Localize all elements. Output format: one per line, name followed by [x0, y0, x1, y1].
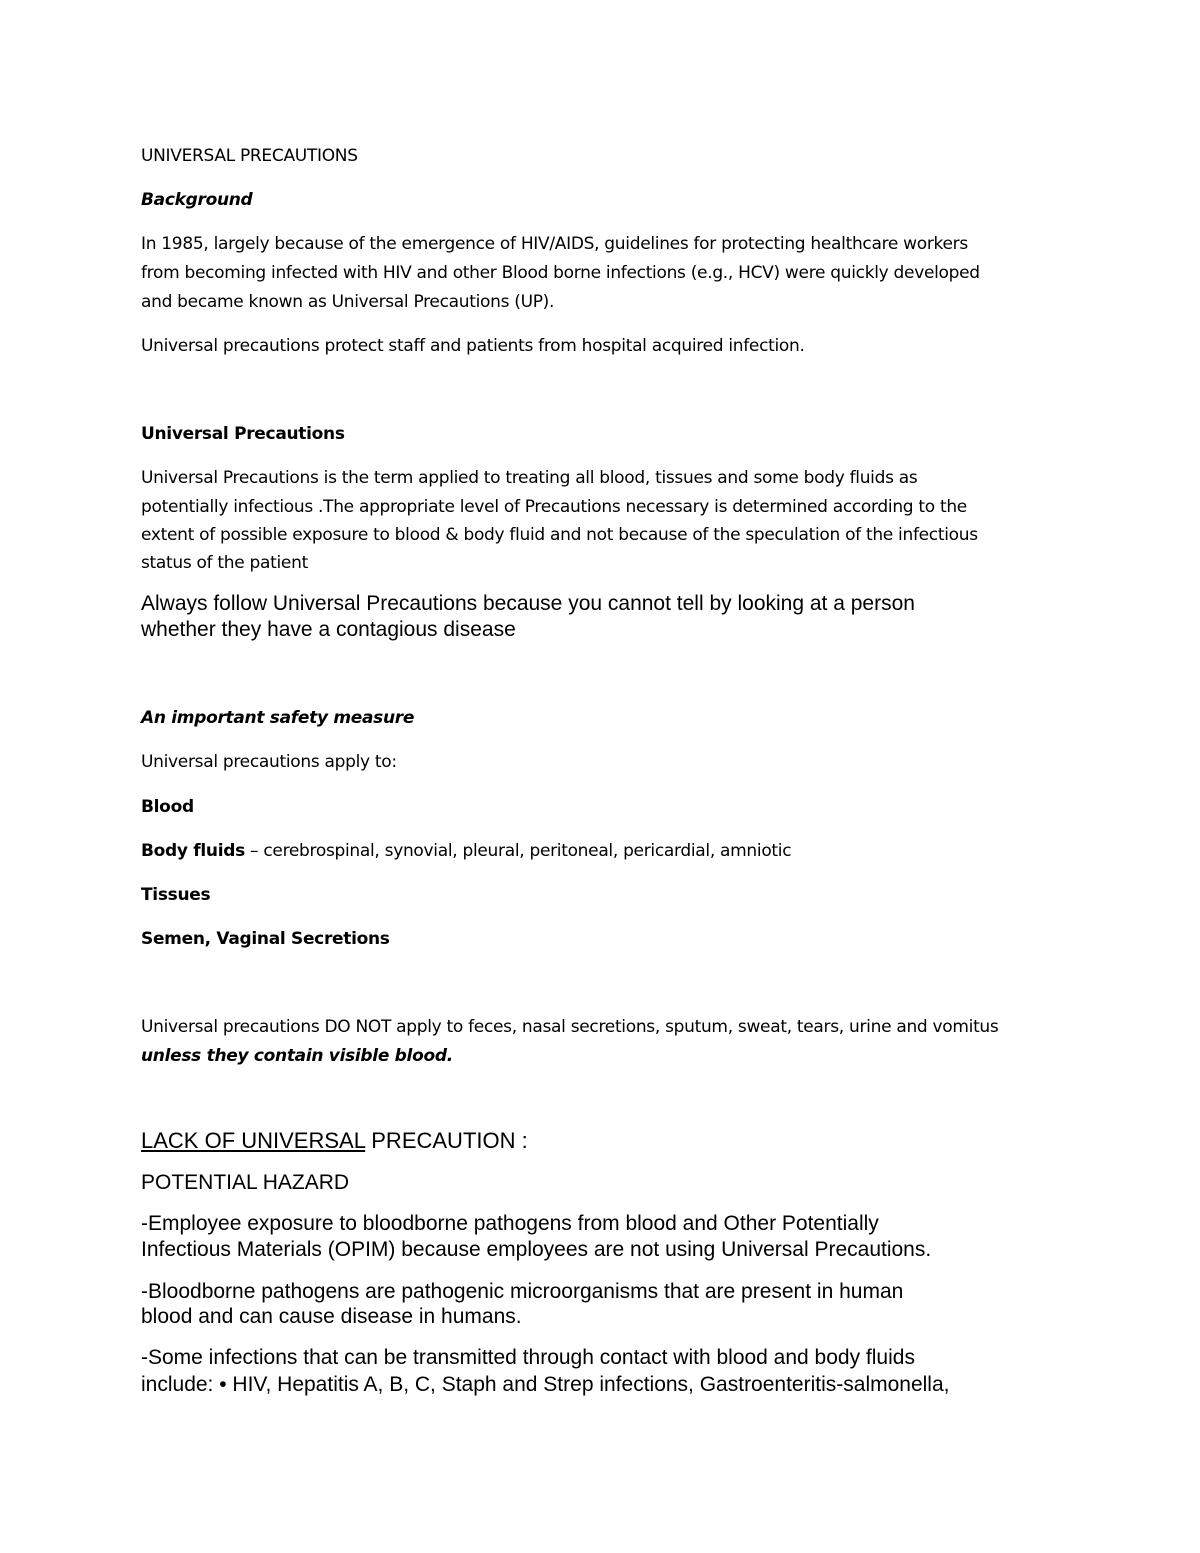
protect-line: Universal precautions protect staff and patients from hospital acquired infection.: [141, 336, 805, 356]
hazard-1-line-2: Infectious Materials (OPIM) because employees are not using Universal Precautions.: [141, 1238, 932, 1261]
lack-heading: [141, 1128, 528, 1154]
lack-heading-rest: PRECAUTION :: [365, 1128, 528, 1153]
background-line-1: In 1985, largely because of the emergence of HIV/AIDS, guidelines for protecting healthcare workers: [141, 234, 968, 254]
background-line-3: and became known as Universal Precautions (UP).: [141, 292, 555, 312]
hazard-2-line-1: -Bloodborne pathogens are pathogenic microorganisms that are present in human: [141, 1280, 904, 1303]
unless-line: unless they contain visible blood.: [141, 1046, 453, 1066]
universal-precautions-heading: Universal Precautions: [141, 424, 345, 444]
up-line-2: potentially infectious .The appropriate level of Precautions necessary is determined according to the: [141, 497, 967, 517]
up-line-3: extent of possible exposure to blood & body fluid and not because of the speculation of the infectious: [141, 525, 978, 545]
safety-heading: An important safety measure: [141, 708, 415, 728]
potential-hazard: POTENTIAL HAZARD: [141, 1171, 350, 1194]
item-semen: Semen, Vaginal Secretions: [141, 929, 390, 949]
body-fluids-label: Body fluids: [141, 841, 245, 861]
hazard-2-line-2: blood and can cause disease in humans.: [141, 1305, 522, 1328]
always-line-2: whether they have a contagious disease: [141, 618, 516, 641]
background-heading: Background: [141, 190, 253, 210]
up-line-4: status of the patient: [141, 553, 308, 573]
hazard-1-line-1: -Employee exposure to bloodborne pathogens from blood and Other Potentially: [141, 1212, 879, 1235]
always-line-1: Always follow Universal Precautions because you cannot tell by looking at a person: [141, 592, 915, 615]
hazard-3-line-2: include: • HIV, Hepatitis A, B, C, Staph and Strep infections, Gastroenteritis-salmonella,: [141, 1373, 950, 1396]
body-fluids-list: – cerebrospinal, synovial, pleural, peritoneal, pericardial, amniotic: [244, 841, 792, 861]
item-blood: Blood: [141, 797, 194, 817]
document-title: UNIVERSAL PRECAUTIONS: [141, 146, 358, 166]
up-line-1: Universal Precautions is the term applied to treating all blood, tissues and some body fluids as: [141, 468, 918, 488]
item-body-fluids: [141, 837, 791, 866]
hazard-3-line-1: -Some infections that can be transmitted through contact with blood and body fluids: [141, 1346, 915, 1369]
do-not-line: Universal precautions DO NOT apply to feces, nasal secretions, sputum, sweat, tears, urine and vomitus: [141, 1017, 999, 1037]
lack-heading-underlined: LACK OF UNIVERSAL: [141, 1128, 366, 1153]
apply-to-line: Universal precautions apply to:: [141, 752, 397, 772]
background-line-2: from becoming infected with HIV and other Blood borne infections (e.g., HCV) were quickly developed: [141, 263, 980, 283]
item-tissues: Tissues: [141, 885, 211, 905]
